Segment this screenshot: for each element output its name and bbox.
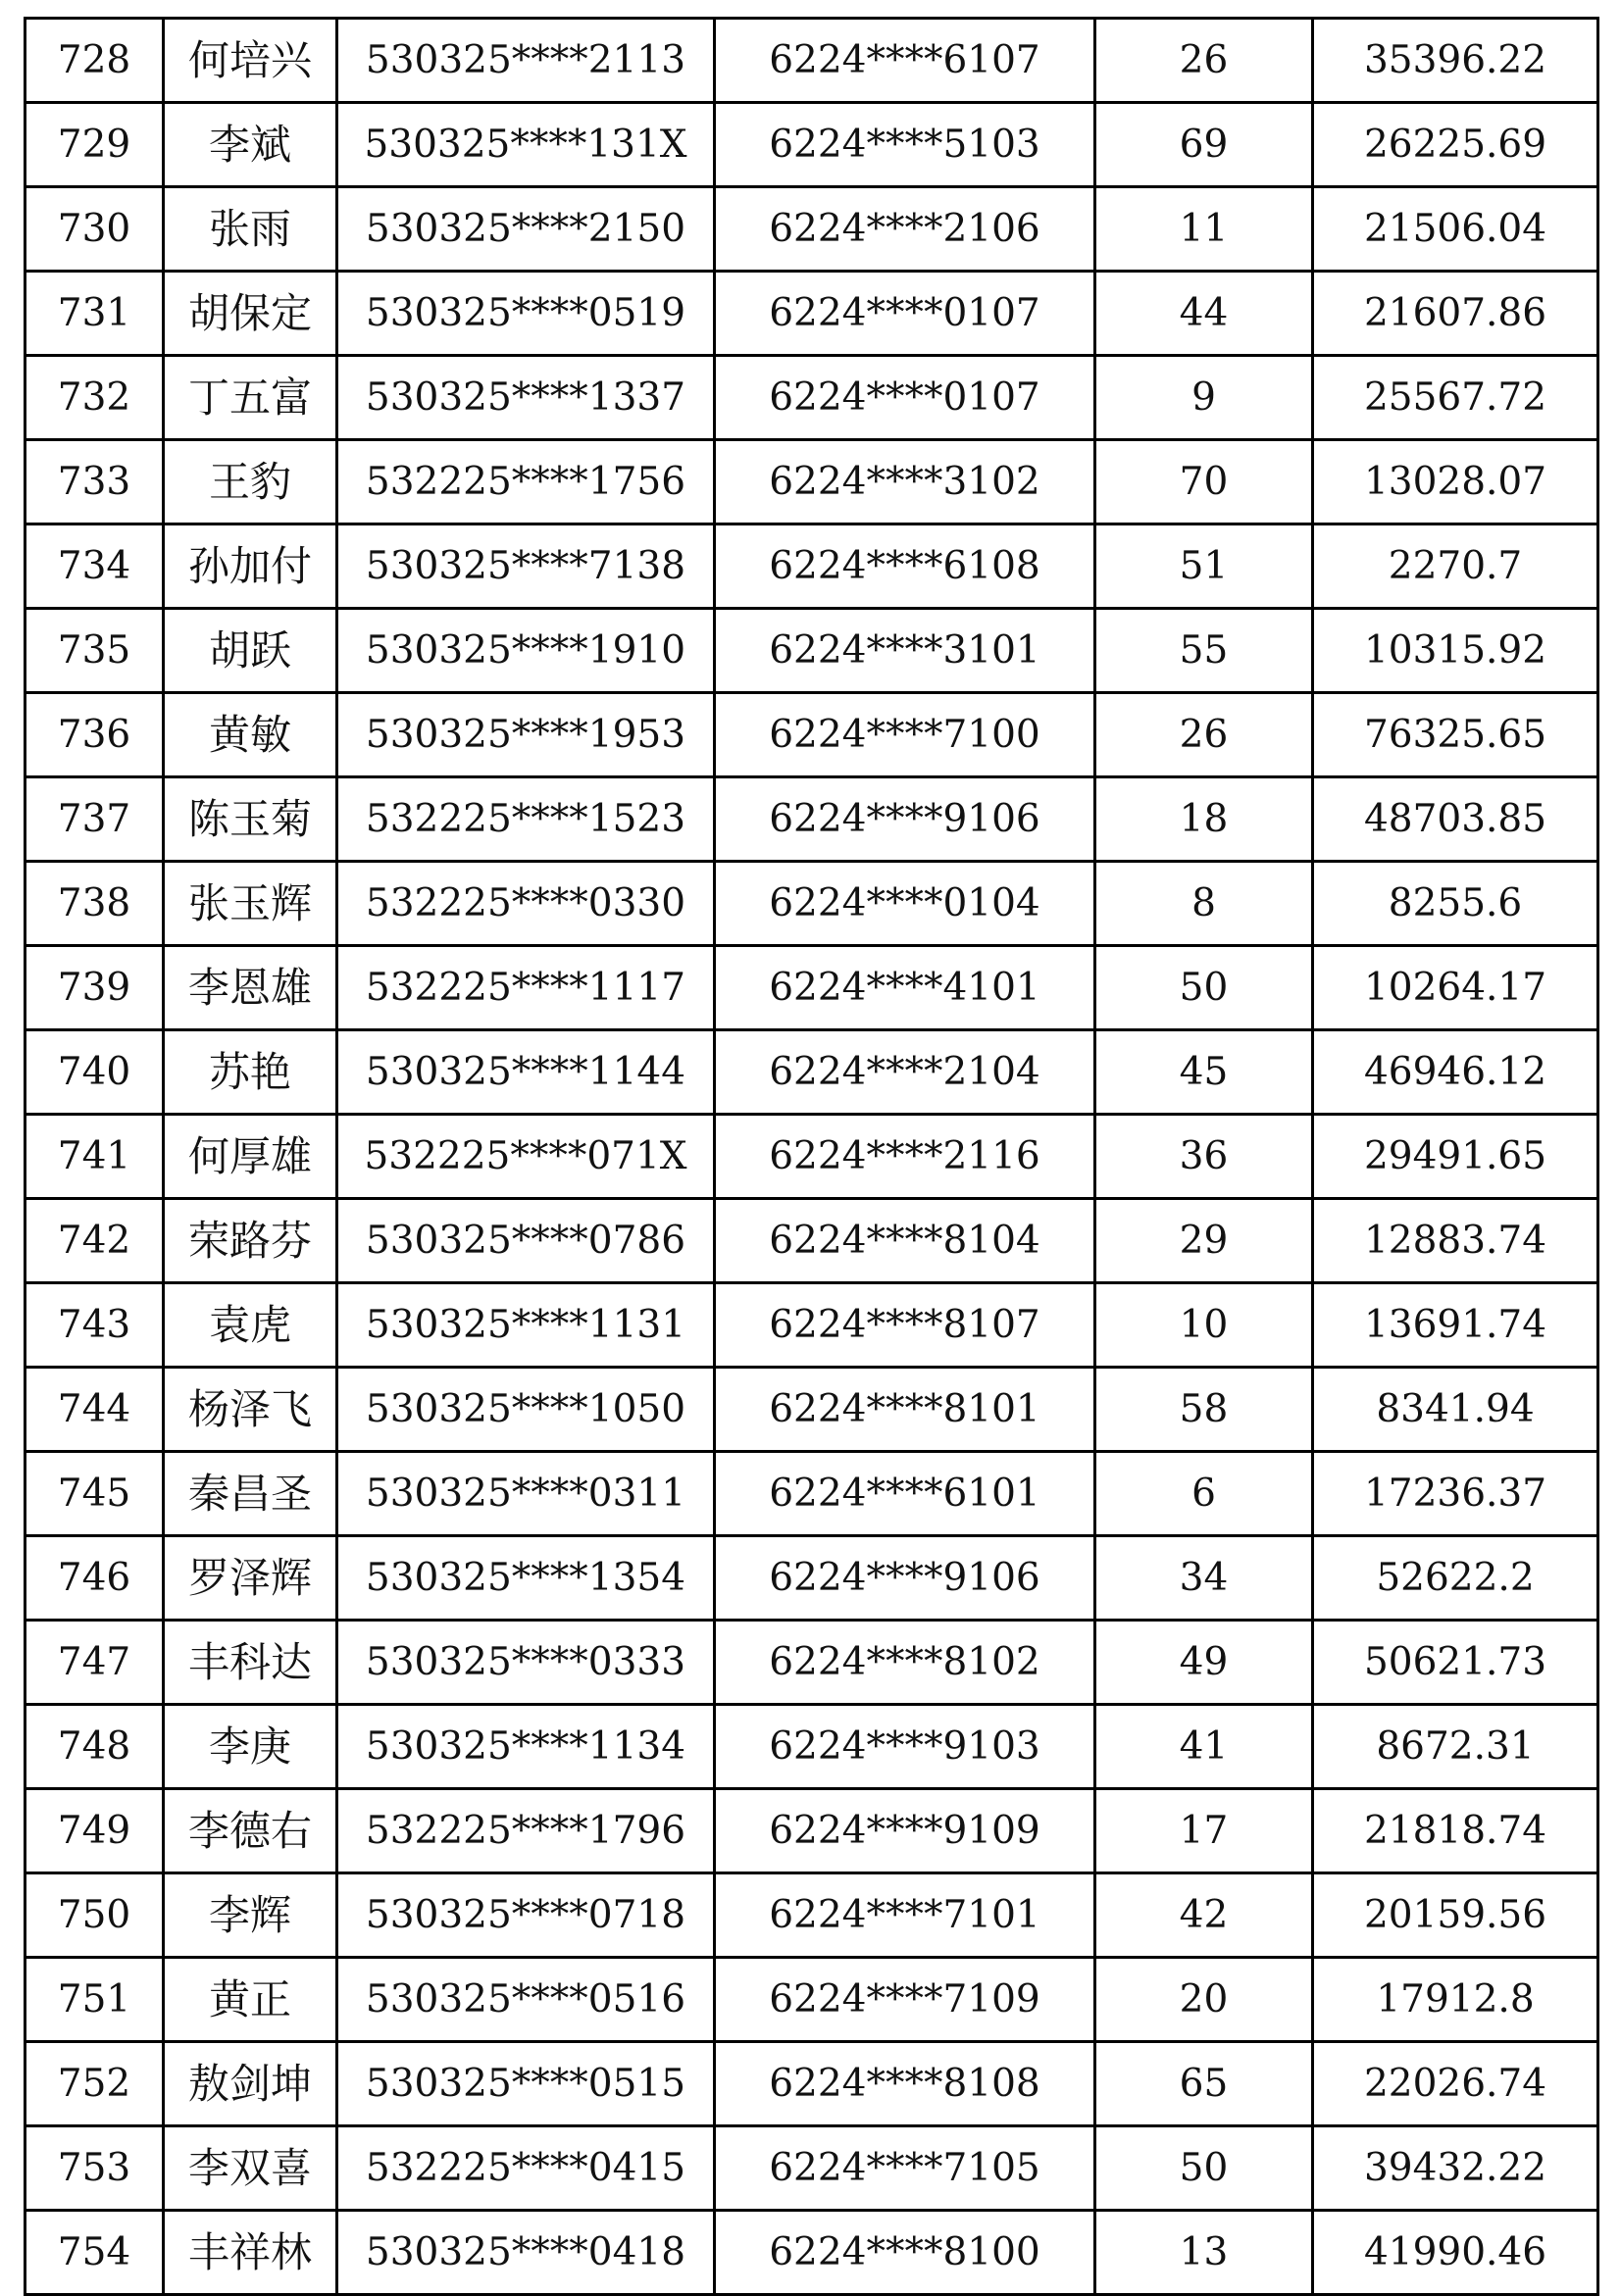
id-number-cell: 530325****1134 <box>337 1705 715 1789</box>
name-cell: 李双喜 <box>164 2126 337 2211</box>
name-cell: 张雨 <box>164 187 337 272</box>
amount-cell: 29491.65 <box>1313 1115 1598 1199</box>
bank-account-cell: 6224****0107 <box>715 356 1095 440</box>
table-row <box>25 1873 1598 1958</box>
name-cell: 陈玉菊 <box>164 777 337 862</box>
count-cell: 6 <box>1095 1452 1313 1536</box>
count-cell: 36 <box>1095 1115 1313 1199</box>
amount-cell: 48703.85 <box>1313 777 1598 862</box>
amount-cell: 26225.69 <box>1313 103 1598 187</box>
count-cell: 10 <box>1095 1283 1313 1368</box>
count-cell: 20 <box>1095 1958 1313 2042</box>
table-row <box>25 946 1598 1030</box>
id-number-cell: 530325****0718 <box>337 1873 715 1958</box>
amount-cell: 8672.31 <box>1313 1705 1598 1789</box>
count-cell: 41 <box>1095 1705 1313 1789</box>
table-row <box>25 1621 1598 1705</box>
count-cell: 45 <box>1095 1030 1313 1115</box>
amount-cell: 35396.22 <box>1313 19 1598 103</box>
amount-cell: 13028.07 <box>1313 440 1598 524</box>
amount-cell: 39432.22 <box>1313 2126 1598 2211</box>
bank-account-cell: 6224****8101 <box>715 1368 1095 1452</box>
table-row <box>25 2211 1598 2295</box>
amount-cell: 21818.74 <box>1313 1789 1598 1873</box>
table-row <box>25 1705 1598 1789</box>
name-cell: 孙加付 <box>164 524 337 609</box>
table-row <box>25 2042 1598 2126</box>
name-cell: 苏艳 <box>164 1030 337 1115</box>
count-cell: 69 <box>1095 103 1313 187</box>
table-row <box>25 777 1598 862</box>
row-number-cell: 738 <box>25 862 164 946</box>
count-cell: 50 <box>1095 2126 1313 2211</box>
name-cell: 李德右 <box>164 1789 337 1873</box>
table-row <box>25 862 1598 946</box>
row-number-cell: 754 <box>25 2211 164 2295</box>
amount-cell: 8255.6 <box>1313 862 1598 946</box>
roster-table-body <box>25 19 1598 2295</box>
id-number-cell: 530325****0333 <box>337 1621 715 1705</box>
row-number-cell: 742 <box>25 1199 164 1283</box>
amount-cell: 20159.56 <box>1313 1873 1598 1958</box>
count-cell: 49 <box>1095 1621 1313 1705</box>
name-cell: 李辉 <box>164 1873 337 1958</box>
row-number-cell: 733 <box>25 440 164 524</box>
table-row <box>25 1789 1598 1873</box>
amount-cell: 41990.46 <box>1313 2211 1598 2295</box>
amount-cell: 10264.17 <box>1313 946 1598 1030</box>
bank-account-cell: 6224****4101 <box>715 946 1095 1030</box>
table-row <box>25 103 1598 187</box>
id-number-cell: 530325****0516 <box>337 1958 715 2042</box>
bank-account-cell: 6224****6108 <box>715 524 1095 609</box>
table-row <box>25 1958 1598 2042</box>
count-cell: 8 <box>1095 862 1313 946</box>
bank-account-cell: 6224****7109 <box>715 1958 1095 2042</box>
id-number-cell: 532225****0415 <box>337 2126 715 2211</box>
id-number-cell: 530325****0418 <box>337 2211 715 2295</box>
bank-account-cell: 6224****0104 <box>715 862 1095 946</box>
amount-cell: 25567.72 <box>1313 356 1598 440</box>
id-number-cell: 530325****1354 <box>337 1536 715 1621</box>
name-cell: 丁五富 <box>164 356 337 440</box>
amount-cell: 17236.37 <box>1313 1452 1598 1536</box>
row-number-cell: 734 <box>25 524 164 609</box>
count-cell: 26 <box>1095 19 1313 103</box>
id-number-cell: 530325****0519 <box>337 272 715 356</box>
id-number-cell: 530325****0311 <box>337 1452 715 1536</box>
bank-account-cell: 6224****3101 <box>715 609 1095 693</box>
name-cell: 秦昌圣 <box>164 1452 337 1536</box>
table-row <box>25 2126 1598 2211</box>
bank-account-cell: 6224****0107 <box>715 272 1095 356</box>
name-cell: 胡保定 <box>164 272 337 356</box>
id-number-cell: 532225****1756 <box>337 440 715 524</box>
id-number-cell: 530325****1144 <box>337 1030 715 1115</box>
row-number-cell: 739 <box>25 946 164 1030</box>
amount-cell: 8341.94 <box>1313 1368 1598 1452</box>
name-cell: 何厚雄 <box>164 1115 337 1199</box>
id-number-cell: 530325****1337 <box>337 356 715 440</box>
name-cell: 李斌 <box>164 103 337 187</box>
id-number-cell: 530325****2150 <box>337 187 715 272</box>
count-cell: 11 <box>1095 187 1313 272</box>
count-cell: 55 <box>1095 609 1313 693</box>
row-number-cell: 741 <box>25 1115 164 1199</box>
name-cell: 杨泽飞 <box>164 1368 337 1452</box>
name-cell: 何培兴 <box>164 19 337 103</box>
table-row <box>25 1283 1598 1368</box>
row-number-cell: 740 <box>25 1030 164 1115</box>
row-number-cell: 746 <box>25 1536 164 1621</box>
count-cell: 50 <box>1095 946 1313 1030</box>
amount-cell: 46946.12 <box>1313 1030 1598 1115</box>
bank-account-cell: 6224****8100 <box>715 2211 1095 2295</box>
count-cell: 13 <box>1095 2211 1313 2295</box>
bank-account-cell: 6224****9103 <box>715 1705 1095 1789</box>
bank-account-cell: 6224****6101 <box>715 1452 1095 1536</box>
row-number-cell: 748 <box>25 1705 164 1789</box>
count-cell: 26 <box>1095 693 1313 777</box>
name-cell: 罗泽辉 <box>164 1536 337 1621</box>
count-cell: 44 <box>1095 272 1313 356</box>
amount-cell: 22026.74 <box>1313 2042 1598 2126</box>
amount-cell: 52622.2 <box>1313 1536 1598 1621</box>
bank-account-cell: 6224****5103 <box>715 103 1095 187</box>
bank-account-cell: 6224****8104 <box>715 1199 1095 1283</box>
id-number-cell: 530325****1953 <box>337 693 715 777</box>
id-number-cell: 530325****131X <box>337 103 715 187</box>
table-row <box>25 1536 1598 1621</box>
name-cell: 丰科达 <box>164 1621 337 1705</box>
table-row <box>25 19 1598 103</box>
table-row <box>25 272 1598 356</box>
count-cell: 18 <box>1095 777 1313 862</box>
id-number-cell: 532225****0330 <box>337 862 715 946</box>
table-row <box>25 440 1598 524</box>
row-number-cell: 737 <box>25 777 164 862</box>
roster-table <box>24 17 1599 2296</box>
id-number-cell: 530325****1910 <box>337 609 715 693</box>
name-cell: 黄正 <box>164 1958 337 2042</box>
count-cell: 65 <box>1095 2042 1313 2126</box>
table-row <box>25 1452 1598 1536</box>
count-cell: 17 <box>1095 1789 1313 1873</box>
count-cell: 29 <box>1095 1199 1313 1283</box>
id-number-cell: 530325****2113 <box>337 19 715 103</box>
count-cell: 9 <box>1095 356 1313 440</box>
id-number-cell: 532225****1796 <box>337 1789 715 1873</box>
id-number-cell: 530325****1131 <box>337 1283 715 1368</box>
count-cell: 70 <box>1095 440 1313 524</box>
id-number-cell: 530325****0515 <box>337 2042 715 2126</box>
bank-account-cell: 6224****7101 <box>715 1873 1095 1958</box>
row-number-cell: 747 <box>25 1621 164 1705</box>
count-cell: 34 <box>1095 1536 1313 1621</box>
name-cell: 李庚 <box>164 1705 337 1789</box>
row-number-cell: 752 <box>25 2042 164 2126</box>
bank-account-cell: 6224****8102 <box>715 1621 1095 1705</box>
bank-account-cell: 6224****9106 <box>715 1536 1095 1621</box>
id-number-cell: 530325****0786 <box>337 1199 715 1283</box>
id-number-cell: 532225****1523 <box>337 777 715 862</box>
bank-account-cell: 6224****7105 <box>715 2126 1095 2211</box>
row-number-cell: 729 <box>25 103 164 187</box>
row-number-cell: 744 <box>25 1368 164 1452</box>
amount-cell: 21607.86 <box>1313 272 1598 356</box>
id-number-cell: 532225****071X <box>337 1115 715 1199</box>
row-number-cell: 751 <box>25 1958 164 2042</box>
id-number-cell: 530325****7138 <box>337 524 715 609</box>
name-cell: 敖剑坤 <box>164 2042 337 2126</box>
bank-account-cell: 6224****3102 <box>715 440 1095 524</box>
table-row <box>25 356 1598 440</box>
bank-account-cell: 6224****9109 <box>715 1789 1095 1873</box>
count-cell: 58 <box>1095 1368 1313 1452</box>
row-number-cell: 736 <box>25 693 164 777</box>
amount-cell: 12883.74 <box>1313 1199 1598 1283</box>
table-row <box>25 1368 1598 1452</box>
bank-account-cell: 6224****2116 <box>715 1115 1095 1199</box>
table-row <box>25 1199 1598 1283</box>
name-cell: 王豹 <box>164 440 337 524</box>
table-row <box>25 693 1598 777</box>
bank-account-cell: 6224****2106 <box>715 187 1095 272</box>
name-cell: 荣路芬 <box>164 1199 337 1283</box>
row-number-cell: 753 <box>25 2126 164 2211</box>
row-number-cell: 735 <box>25 609 164 693</box>
bank-account-cell: 6224****7100 <box>715 693 1095 777</box>
amount-cell: 13691.74 <box>1313 1283 1598 1368</box>
bank-account-cell: 6224****8107 <box>715 1283 1095 1368</box>
bank-account-cell: 6224****6107 <box>715 19 1095 103</box>
table-row <box>25 1030 1598 1115</box>
table-row <box>25 524 1598 609</box>
name-cell: 李恩雄 <box>164 946 337 1030</box>
name-cell: 袁虎 <box>164 1283 337 1368</box>
amount-cell: 50621.73 <box>1313 1621 1598 1705</box>
bank-account-cell: 6224****2104 <box>715 1030 1095 1115</box>
bank-account-cell: 6224****8108 <box>715 2042 1095 2126</box>
row-number-cell: 745 <box>25 1452 164 1536</box>
row-number-cell: 731 <box>25 272 164 356</box>
name-cell: 胡跃 <box>164 609 337 693</box>
table-row <box>25 187 1598 272</box>
table-row <box>25 1115 1598 1199</box>
id-number-cell: 532225****1117 <box>337 946 715 1030</box>
amount-cell: 21506.04 <box>1313 187 1598 272</box>
count-cell: 42 <box>1095 1873 1313 1958</box>
id-number-cell: 530325****1050 <box>337 1368 715 1452</box>
row-number-cell: 730 <box>25 187 164 272</box>
amount-cell: 76325.65 <box>1313 693 1598 777</box>
name-cell: 黄敏 <box>164 693 337 777</box>
table-row <box>25 609 1598 693</box>
row-number-cell: 732 <box>25 356 164 440</box>
row-number-cell: 728 <box>25 19 164 103</box>
amount-cell: 10315.92 <box>1313 609 1598 693</box>
amount-cell: 2270.7 <box>1313 524 1598 609</box>
row-number-cell: 749 <box>25 1789 164 1873</box>
amount-cell: 17912.8 <box>1313 1958 1598 2042</box>
bank-account-cell: 6224****9106 <box>715 777 1095 862</box>
row-number-cell: 743 <box>25 1283 164 1368</box>
name-cell: 张玉辉 <box>164 862 337 946</box>
row-number-cell: 750 <box>25 1873 164 1958</box>
count-cell: 51 <box>1095 524 1313 609</box>
name-cell: 丰祥林 <box>164 2211 337 2295</box>
